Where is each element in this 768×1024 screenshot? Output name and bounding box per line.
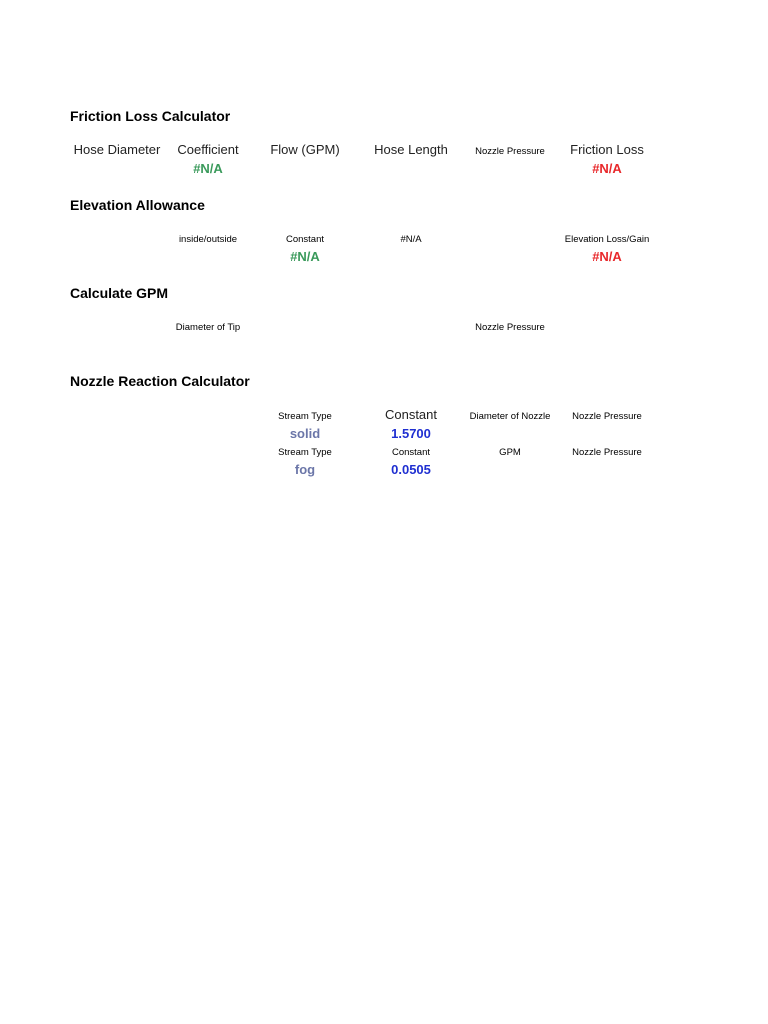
stream-type-value: fog xyxy=(294,462,316,477)
elevation-constant-label: Constant xyxy=(285,234,325,245)
gpm-label: GPM xyxy=(499,447,521,458)
elevation-loss-gain-value: #N/A xyxy=(592,249,622,264)
elevation-allowance-title: Elevation Allowance xyxy=(70,197,205,213)
constant-label: Constant xyxy=(391,447,431,458)
stream-type-value: solid xyxy=(289,426,321,441)
elevation-constant-value: #N/A xyxy=(290,249,320,264)
coefficient-value: #N/A xyxy=(193,161,223,176)
stream-type-label: Stream Type xyxy=(278,447,332,458)
diameter-of-nozzle-label: Diameter of Nozzle xyxy=(469,411,551,422)
friction-loss-value: #N/A xyxy=(592,161,622,176)
diameter-of-tip-label: Diameter of Tip xyxy=(175,322,241,333)
elevation-middle-value: #N/A xyxy=(400,234,422,245)
nozzle-reaction-title: Nozzle Reaction Calculator xyxy=(70,373,250,389)
nozzle-pressure-label: Nozzle Pressure xyxy=(475,146,545,157)
hose-diameter-label: Hose Diameter xyxy=(73,142,161,157)
constant-label: Constant xyxy=(384,407,438,422)
hose-length-label: Hose Length xyxy=(374,142,448,157)
calculate-gpm-title: Calculate GPM xyxy=(70,285,169,301)
flow-gpm-label: Flow (GPM) xyxy=(270,142,340,157)
constant-value: 1.5700 xyxy=(391,426,431,441)
friction-loss-label: Friction Loss xyxy=(570,142,644,157)
gpm-nozzle-pressure-label: Nozzle Pressure xyxy=(475,322,545,333)
coefficient-label: Coefficient xyxy=(177,142,239,157)
stream-type-label: Stream Type xyxy=(278,411,332,422)
constant-value: 0.0505 xyxy=(391,462,431,477)
elevation-loss-gain-label: Elevation Loss/Gain xyxy=(564,234,650,245)
nozzle-pressure-label: Nozzle Pressure xyxy=(572,411,642,422)
inside-outside-label: inside/outside xyxy=(178,234,238,245)
friction-loss-title: Friction Loss Calculator xyxy=(70,108,231,124)
nozzle-pressure-label: Nozzle Pressure xyxy=(572,447,642,458)
